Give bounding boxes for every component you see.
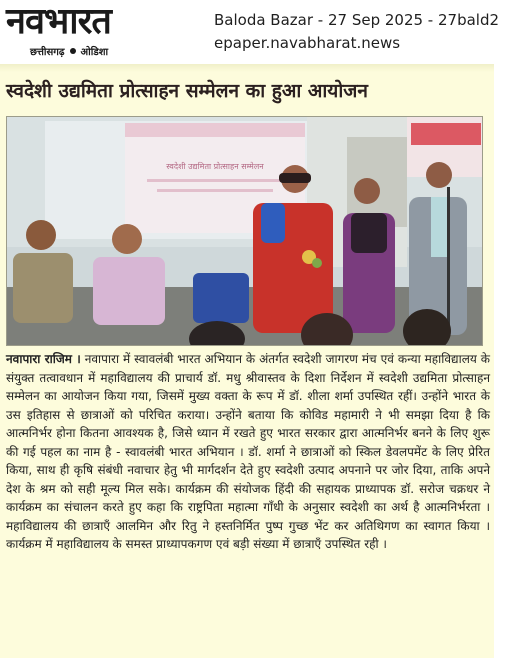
slide-banner-text: स्वदेशी उद्यमिता प्रोत्साहन सम्मेलन [166,162,264,171]
newspaper-clipping [0,64,494,658]
site-url[interactable]: epaper.navabharat.news [214,34,401,52]
top-strip [0,64,494,72]
edition-info: Baloda Bazar - 27 Sep 2025 - 27bald2 [214,11,500,29]
article-dateline: नवापारा राजिम । [6,352,81,366]
next-headline-fragment [6,650,486,658]
article-text: नवापारा में स्वावलंबी भारत अभियान के अंतर्गत स्वदेशी जागरण मंच एवं कन्या महाविद्यालय के संयुक्त तत्वावधान में महाविद्यालय की प्राचार्य डॉ. मधु श्रीवास्तव के दिशा निर्देशन में स्वदेशी उद्यमिता प्रोत्साहन सम्मेलन का आयोजन किया गया, जिसमें मुख्य वक्ता के रूप में डॉ. शीला शर्मा उपस्थित रहीं। उन्होंने भारत के उस इतिहास से छात्राओं को परिचित कराया। उन्होंने बताया कि कोविड महामारी ने भी समझा दिया है कि आत्मनिर्भर होना कितना आवश्यक है, जिसे ध्यान में रखते हुए भारत सरकार द्वारा आत्मनिर्भर बनने के लिए शुरू की गई पहल का नाम है - स्वावलंबी भारत अभियान । डॉ. शर्मा ने छात्राओं को स्किल डेवलपमेंट के लिए प्रेरित किया, साथ ही कृषि संबंधी नवाचार हेतु भी मार्गदर्शन देते हुए स्वदेशी उत्पाद अपनाने पर जोर दिया, ताकि अपने देश के श्रम को सही मूल्य मिल सके। कार्यक्रम की संयोजक हिंदी की सहायक प्राध्यापक डॉ. सरोज चक्रधर ने कार्यक्रम का संचालन करते हुए कहा कि राष्ट्रपिता महात्मा गाँधी के अनुसार स्वदेशी का अर्थ है आत्मनिर्भरता । महाविद्यालय की छात्राएँ आलमिन और रितु ने हस्तनिर्मित पुष्प गुच्छ भेंट कर अतिथिगण का स्वागत किया । कार्यक्रम में महाविद्यालय के समस्त प्राध्यापकगण एवं बड़ी संख्या में छात्राएँ उपस्थित रही । [6,352,490,551]
article-body [6,350,490,554]
epaper-header [0,0,510,64]
article-headline: स्वदेशी उद्यमिता प्रोत्साहन सम्मेलन का हुआ आयोजन [6,80,368,102]
separator-dot-icon [70,48,76,54]
event-photo [6,116,483,346]
region-chhattisgarh: छत्तीसगढ़ [30,47,65,58]
region-odisha: ओडिशा [80,47,109,58]
logo-wordmark: नवभारत [6,1,111,42]
navabharat-logo[interactable] [0,0,200,64]
logo-regions [30,44,108,58]
